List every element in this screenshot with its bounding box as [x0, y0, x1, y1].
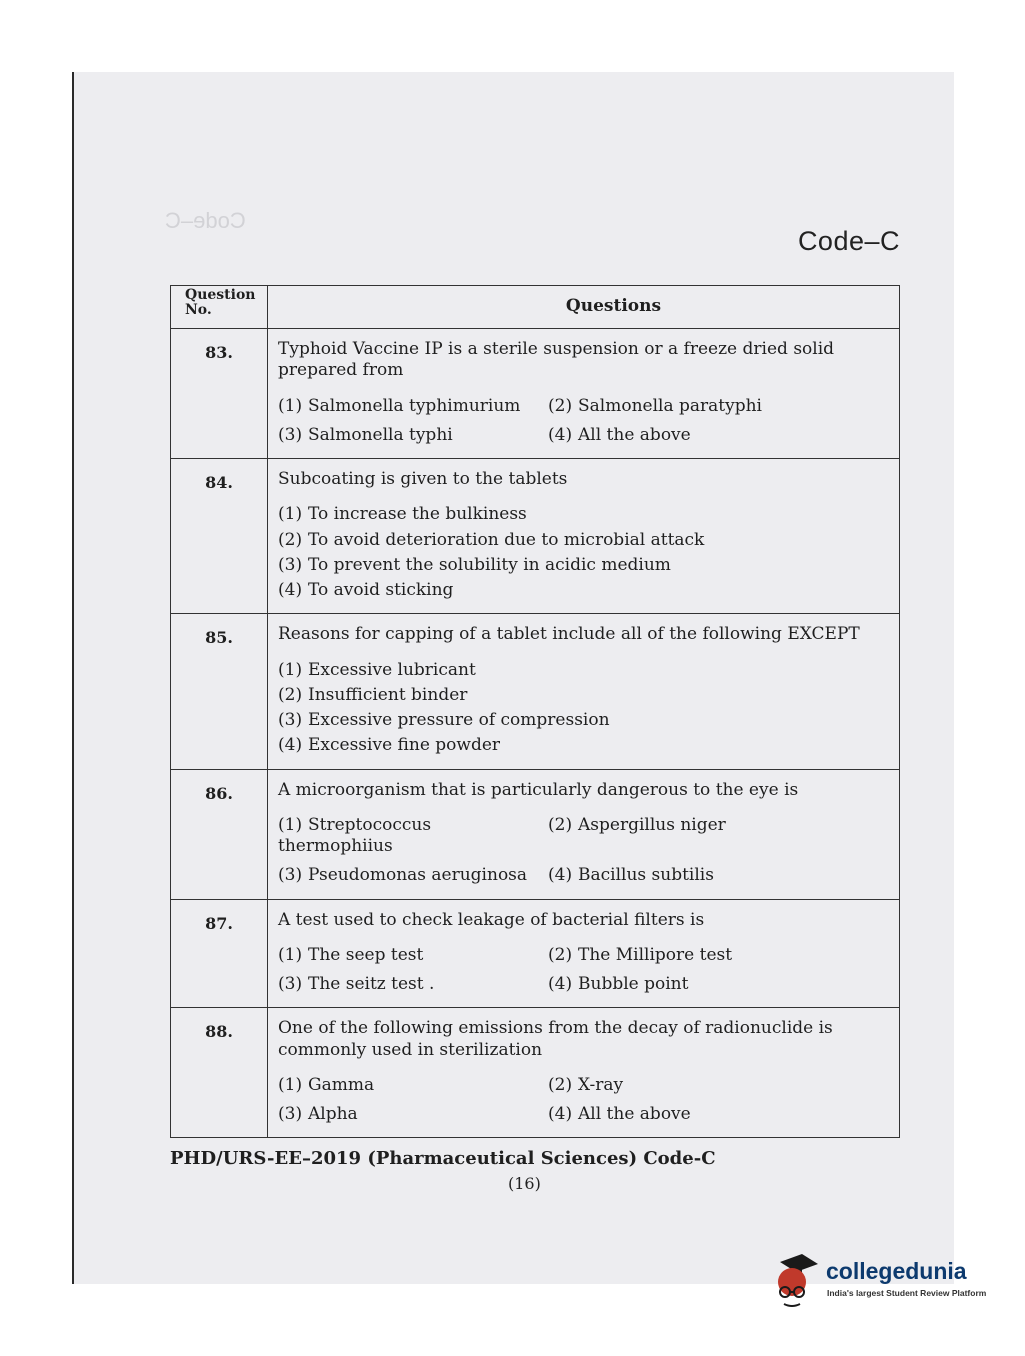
question-stem: Typhoid Vaccine IP is a sterile suspension or a freeze dried solid prepared from	[278, 339, 835, 381]
column-header-questions: Questions	[268, 286, 900, 329]
question-row	[171, 899, 900, 1008]
answer-option	[278, 710, 893, 731]
answer-option	[278, 735, 893, 756]
option-text: Gamma	[308, 1074, 375, 1095]
question-number: 87.	[171, 899, 268, 1008]
answer-options	[278, 504, 893, 601]
answer-option	[278, 685, 893, 706]
option-text: X-ray	[578, 1074, 624, 1095]
option-number: (2)	[278, 684, 303, 705]
option-text: Insufficient binder	[308, 684, 468, 705]
paper-code: Code–C	[797, 226, 900, 256]
answer-option	[548, 396, 893, 417]
option-text: Salmonella paratyphi	[578, 395, 762, 416]
bleed-through-code: Code–C	[165, 208, 246, 233]
option-number: (2)	[278, 529, 303, 550]
question-stem: A test used to check leakage of bacterial filters is	[278, 909, 705, 930]
brand-name: collegedunia	[826, 1258, 967, 1284]
question-stem: Reasons for capping of a tablet include all of the following EXCEPT	[278, 624, 860, 645]
answer-option	[278, 660, 893, 681]
answer-option	[278, 974, 548, 995]
answer-option	[548, 1104, 893, 1125]
question-number: 84.	[171, 459, 268, 614]
answer-options	[278, 396, 893, 447]
option-text: To avoid sticking	[308, 580, 454, 600]
option-text: Salmonella typhi	[308, 424, 453, 445]
page-number: (16)	[508, 1174, 541, 1193]
option-number: (1)	[278, 395, 303, 416]
question-row	[171, 329, 900, 459]
answer-option	[278, 504, 893, 525]
option-number: (2)	[548, 944, 573, 965]
option-number: (3)	[278, 974, 303, 994]
question-row	[171, 459, 900, 614]
option-number: (1)	[278, 944, 303, 965]
option-text: All the above	[578, 424, 691, 445]
question-number: 88.	[171, 1008, 268, 1138]
answer-option	[278, 555, 893, 576]
question-number: 86.	[171, 769, 268, 899]
answer-option	[548, 815, 893, 858]
option-text: Excessive pressure of compression	[308, 710, 610, 730]
question-row	[171, 769, 900, 899]
option-number: (3)	[278, 710, 303, 730]
question-content	[268, 899, 900, 1008]
option-text: Bacillus subtilis	[578, 865, 714, 886]
answer-option	[548, 945, 893, 966]
option-text: Excessive fine powder	[308, 735, 501, 756]
option-number: (3)	[278, 1104, 303, 1124]
question-list	[171, 329, 900, 1138]
question-stem: Subcoating is given to the tablets	[278, 469, 568, 489]
option-text: Aspergillus niger	[578, 814, 726, 835]
option-text: The Millipore test	[578, 944, 733, 965]
column-header-question-no: Question No.	[171, 286, 268, 329]
answer-option	[278, 1075, 548, 1096]
question-content	[268, 1008, 900, 1138]
option-number: (3)	[278, 554, 303, 575]
option-text: Pseudomonas aeruginosa	[308, 865, 528, 886]
question-row	[171, 614, 900, 769]
option-number: (2)	[548, 814, 573, 835]
option-text: To avoid deterioration due to microbial attack	[308, 529, 705, 550]
brand-tagline: India's largest Student Review Platform	[827, 1288, 987, 1298]
question-table	[170, 285, 900, 1138]
question-number: 83.	[171, 329, 268, 459]
answer-option	[548, 425, 893, 446]
option-number: (3)	[278, 865, 303, 886]
answer-option	[278, 865, 548, 886]
option-number: (1)	[278, 504, 303, 525]
answer-options	[278, 660, 893, 757]
option-text: All the above	[578, 1104, 691, 1124]
option-text: To prevent the solubility in acidic medium	[308, 554, 671, 575]
option-number: (4)	[548, 1104, 573, 1124]
answer-option	[278, 1104, 548, 1125]
answer-option	[278, 425, 548, 446]
answer-option	[278, 396, 548, 417]
option-text: Bubble point	[578, 974, 689, 994]
option-number: (1)	[278, 659, 303, 680]
option-text: Streptococcus thermophiius	[278, 814, 432, 856]
answer-option	[548, 974, 893, 995]
answer-option	[548, 865, 893, 886]
option-text: The seep test	[308, 944, 424, 965]
option-text: Excessive lubricant	[308, 659, 476, 680]
answer-option	[278, 945, 548, 966]
option-text: Salmonella typhimurium	[308, 395, 521, 416]
answer-options	[278, 1075, 893, 1126]
exam-footer: PHD/URS-EE–2019 (Pharmaceutical Sciences) Code-C	[170, 1148, 716, 1169]
option-number: (4)	[278, 735, 303, 756]
option-text: Alpha	[308, 1104, 358, 1124]
option-number: (2)	[548, 395, 573, 416]
question-content	[268, 459, 900, 614]
answer-option	[278, 815, 548, 858]
collegedunia-watermark	[770, 1252, 1000, 1312]
question-stem: One of the following emissions from the decay of radionuclide is commonly used in sterilization	[278, 1018, 833, 1060]
option-number: (2)	[548, 1074, 573, 1095]
answer-option	[278, 580, 893, 601]
option-number: (4)	[548, 424, 573, 445]
option-number: (4)	[278, 580, 303, 600]
mascot-icon	[770, 1252, 820, 1308]
answer-option	[548, 1075, 893, 1096]
question-row	[171, 1008, 900, 1138]
question-number: 85.	[171, 614, 268, 769]
option-text: To increase the bulkiness	[308, 504, 527, 525]
question-content	[268, 769, 900, 899]
question-content	[268, 614, 900, 769]
answer-options	[278, 945, 893, 996]
option-number: (1)	[278, 814, 303, 835]
option-number: (3)	[278, 424, 303, 445]
option-number: (4)	[548, 865, 573, 886]
question-content	[268, 329, 900, 459]
option-text: The seitz test .	[308, 974, 435, 994]
option-number: (1)	[278, 1074, 303, 1095]
answer-option	[278, 530, 893, 551]
option-number: (4)	[548, 974, 573, 994]
question-stem: A microorganism that is particularly dangerous to the eye is	[278, 779, 799, 800]
answer-options	[278, 815, 893, 887]
